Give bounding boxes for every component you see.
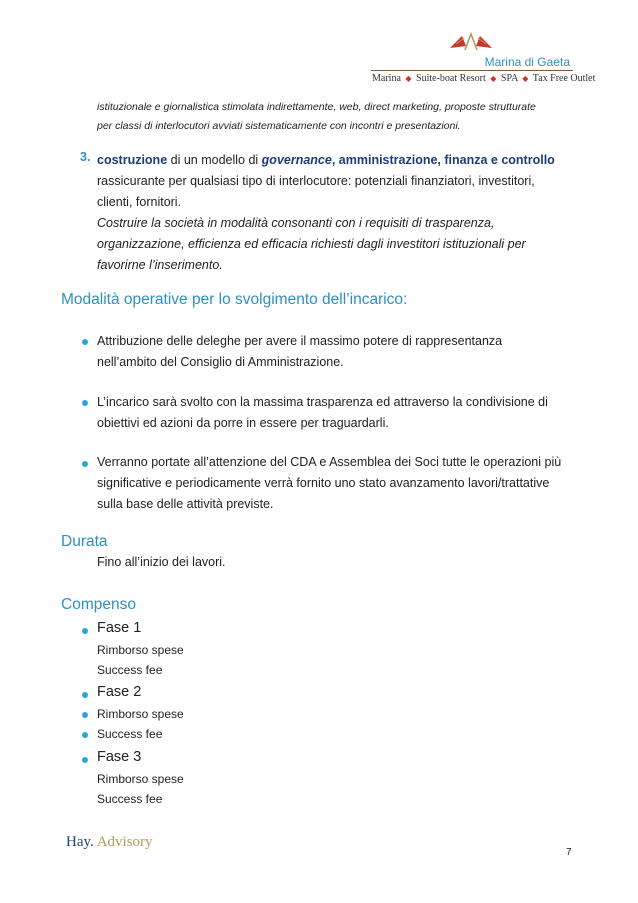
compenso-line: Rimborso spese — [97, 707, 184, 721]
compenso-line: Success fee — [97, 792, 163, 806]
section-heading-durata: Durata — [61, 533, 108, 550]
item-3 — [97, 150, 597, 276]
text-line — [97, 150, 597, 171]
bullet-icon — [82, 757, 88, 763]
section-heading-modalita: Modalità operative per lo svolgimento dell’incarico: — [61, 291, 408, 308]
bullet-icon — [82, 400, 88, 406]
section-heading-compenso: Compenso — [61, 596, 136, 613]
keyword: , amministrazione, finanza e controllo — [331, 153, 555, 167]
compenso-line: Rimborso spese — [97, 772, 184, 786]
compenso-line: Rimborso spese — [97, 643, 184, 657]
text-line: significative e periodicamente verrà fornito uno stato avanzamento lavori/trattative — [97, 476, 550, 490]
separator-diamond-icon: ◆ — [490, 74, 497, 83]
text-line: clienti, fornitori. — [97, 195, 182, 209]
header-title: Marina di Gaeta — [484, 55, 570, 69]
bullet-icon — [82, 732, 88, 738]
subtitle-part: Suite-boat Resort — [416, 73, 486, 84]
bullet-icon — [82, 712, 88, 718]
text-line: Costruire la società in modalità consonanti con i requisiti di trasparenza, — [97, 216, 495, 230]
text-line: organizzazione, efficienza ed efficacia richiesti dagli investitori istituzionali per — [97, 237, 526, 251]
list-item — [97, 331, 597, 373]
durata-text: Fino all’inizio dei lavori. — [97, 555, 226, 569]
brand-advisory: Advisory — [93, 834, 153, 850]
separator-diamond-icon: ◆ — [522, 74, 529, 83]
bullet-icon — [82, 628, 88, 634]
intro-paragraph — [97, 98, 597, 136]
page-number: 7 — [566, 847, 572, 858]
list-item — [97, 452, 607, 515]
footer-brand-logo — [66, 834, 153, 851]
text-line: L’incarico sarà svolto con la massima trasparenza ed attraverso la condivisione di — [97, 395, 548, 409]
bullet-icon — [82, 461, 88, 467]
text-line: sulla base delle attività previste. — [97, 497, 274, 511]
brand-name: Hay. — [66, 834, 94, 850]
fase-label: Fase 2 — [97, 684, 142, 700]
keyword: costruzione — [97, 153, 168, 167]
text-line: per classi di interlocutori avviati sistematicamente con incontri e presentazioni. — [97, 120, 461, 132]
compenso-line: Success fee — [97, 663, 163, 677]
subtitle-part: Marina — [372, 73, 401, 84]
text-line: Verranno portate all’attenzione del CDA e Assemblea dei Soci tutte le operazioni più — [97, 455, 562, 469]
wing-logo-icon — [448, 32, 494, 52]
bullet-icon — [82, 692, 88, 698]
header-rule — [371, 70, 573, 71]
text-line: istituzionale e giornalistica stimolata indirettamente, web, direct marketing, proposte strutturate — [97, 101, 536, 113]
text-line: obiettivi ed azioni da porre in essere per traguardarli. — [97, 416, 389, 430]
separator-diamond-icon: ◆ — [405, 74, 412, 83]
fase-label: Fase 3 — [97, 749, 142, 765]
list-number: 3. — [80, 150, 91, 164]
text-span: di un modello di — [167, 153, 262, 167]
subtitle-part: Tax Free Outlet — [532, 73, 596, 84]
fase-label: Fase 1 — [97, 620, 142, 636]
keyword: governance — [261, 153, 332, 167]
text-line: favorirne l’inserimento. — [97, 258, 223, 272]
header-subtitle — [372, 73, 595, 84]
list-item — [97, 392, 597, 434]
text-line: nell’ambito del Consiglio di Amministrazione. — [97, 355, 344, 369]
text-line: rassicurante per qualsiasi tipo di interlocutore: potenziali finanziatori, investitori, — [97, 174, 535, 188]
text-line: Attribuzione delle deleghe per avere il massimo potere di rappresentanza — [97, 334, 503, 348]
bullet-icon — [82, 339, 88, 345]
compenso-line: Success fee — [97, 727, 163, 741]
subtitle-part: SPA — [500, 73, 518, 84]
